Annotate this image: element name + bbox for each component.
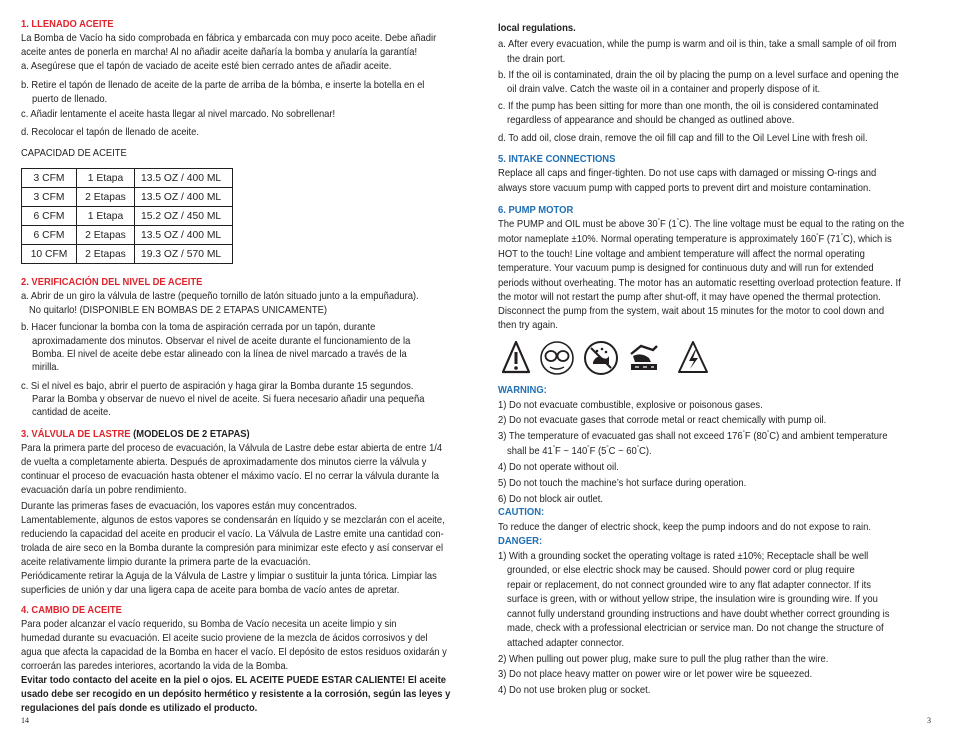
danger-title: DANGER: bbox=[498, 535, 543, 547]
bold-warning-line: usado debe ser recogido en un depósito hermético y resistente a la corrosión, según las leyes y bbox=[21, 689, 451, 700]
paragraph-line bbox=[498, 232, 892, 247]
list-item: 2) Do not evacuate gases that corrode metal or react chemically with pump oil. bbox=[498, 414, 827, 426]
list-item-continued: No quitarlo! (DISPONIBLE EN BOMBAS DE 2 ETAPAS UNICAMENTE) bbox=[29, 305, 328, 316]
paragraph-line: periods without overheating. The motor has an automatic resetting overload protection feature. If bbox=[498, 277, 901, 289]
paragraph-line: trolada de aire seco en la Bomba durante la compresión para minimizar este efecto y así conservar el bbox=[21, 543, 444, 554]
degree-sign: ° bbox=[552, 444, 555, 452]
degree-sign: ° bbox=[636, 444, 640, 452]
paragraph-line: corroerán las paredes interiores, acortando la vida de la Bomba. bbox=[21, 661, 289, 672]
paragraph-line: Durante las primeras fases de evacuación, los vapores están muy concentrados. bbox=[21, 501, 358, 512]
section-title-valvula bbox=[21, 428, 250, 442]
text-run: C), which is bbox=[842, 233, 892, 245]
list-item: 5) Do not touch the machine’s hot surface during operation. bbox=[498, 477, 747, 489]
list-item-continued: puerto de llenado. bbox=[32, 94, 108, 105]
bold-warning-line: Evitar todo contacto del aceite en la piel o ojos. EL ACEITE PUEDE ESTAR CALIENTE! El aceite bbox=[21, 675, 446, 686]
text-run: 3) The temperature of evacuated gas shall not exceed 176 bbox=[498, 430, 743, 442]
page-number-right: 3 bbox=[927, 716, 931, 725]
table-cell: 6 CFM bbox=[22, 226, 77, 245]
table-cell: 2 Etapas bbox=[77, 245, 135, 264]
section-title-suffix: (MODELOS DE 2 ETAPAS) bbox=[130, 429, 250, 440]
section-title-verificacion: 2. VERIFICACIÓN DEL NIVEL DE ACEITE bbox=[21, 277, 203, 288]
section-title-intake: 5. INTAKE CONNECTIONS bbox=[498, 153, 616, 165]
paragraph-line: de vuelta a completamente abierta. Después de aproximadamente dos minutos cierre la válvula y bbox=[21, 457, 427, 468]
paragraph-line: Para la primera parte del proceso de evacuación, la Válvula de Lastre debe estar abierta de entre 1/4 bbox=[21, 443, 443, 454]
paragraph-line bbox=[498, 217, 904, 232]
list-item: 2) When pulling out power plug, make sure to pull the plug rather than the wire. bbox=[498, 653, 829, 665]
table-row bbox=[22, 245, 233, 264]
list-item-continued bbox=[507, 444, 652, 459]
corrosive-icon bbox=[627, 340, 661, 376]
table-cell: 1 Etapa bbox=[77, 207, 135, 226]
table-cell: 13.5 OZ / 400 ML bbox=[135, 188, 233, 207]
list-item: b. Retire el tapón de llenado de aceite de la parte de arriba de la bómba, e inserte la botella en el bbox=[21, 80, 425, 91]
list-item: 1) Do not evacuate combustible, explosive or poisonous gases. bbox=[498, 399, 763, 411]
section-title-cambio: 4. CAMBIO DE ACEITE bbox=[21, 605, 122, 616]
table-cell: 2 Etapas bbox=[77, 226, 135, 245]
table-cell: 13.5 OZ / 400 ML bbox=[135, 169, 233, 188]
table-cell: 3 CFM bbox=[22, 188, 77, 207]
list-item-continued: cantidad de aceite. bbox=[32, 407, 111, 418]
degree-sign: ° bbox=[587, 444, 590, 452]
paragraph-line: continuar el proceso de evacuación hasta obtener el máximo vacío. El no cerrar la válvula durante la bbox=[21, 471, 439, 482]
list-item: 3) Do not place heavy matter on power wire or let power wire be squeezed. bbox=[498, 668, 813, 680]
text-run: F (71 bbox=[818, 233, 841, 245]
text-run: F (1 bbox=[659, 218, 677, 230]
degree-sign: ° bbox=[657, 217, 660, 225]
list-item-continued: repair or replacement, do not connect grounded wire to any flat adapter connector. If its bbox=[507, 579, 872, 591]
text-run: shall be 41 bbox=[507, 445, 553, 457]
degree-sign: ° bbox=[816, 232, 819, 240]
text-run: F (5 bbox=[589, 445, 607, 457]
list-item: b. If the oil is contaminated, drain the oil by placing the pump on a level surface and opening the bbox=[498, 69, 899, 81]
list-item-continued: Bomba. El nivel de aceite debe estar alineado con la línea de nivel marcado a través de la bbox=[32, 349, 407, 360]
table-row bbox=[22, 226, 233, 245]
paragraph-line: local regulations. bbox=[498, 22, 576, 34]
degree-sign: ° bbox=[742, 429, 745, 437]
list-item bbox=[498, 429, 887, 444]
list-item: a. Abrir de un giro la válvula de lastre (pequeño tornillo de latón situado junto a la empuñadura). bbox=[21, 291, 419, 302]
list-item: 4) Do not operate without oil. bbox=[498, 461, 619, 473]
degree-sign: ° bbox=[766, 429, 770, 437]
paragraph-line: the motor will not restart the pump after shut-off, it may have opened the thermal protection. bbox=[498, 291, 881, 303]
list-item-continued: attached adapter connector. bbox=[507, 637, 625, 649]
list-item: c. If the pump has been sitting for more than one month, the oil is considered contaminated bbox=[498, 100, 879, 112]
table-cell: 10 CFM bbox=[22, 245, 77, 264]
list-item-continued: made, check with a professional electrician or service man. Do not change the structure of bbox=[507, 622, 884, 634]
capacity-label: CAPACIDAD DE ACEITE bbox=[21, 148, 127, 159]
list-item: d. Recolocar el tapón de llenado de aceite. bbox=[21, 127, 199, 138]
section-title-llenado: 1. LLENADO ACEITE bbox=[21, 19, 114, 30]
list-item-continued: grounded, or else electric shock may be caused. Should power cord or plug require bbox=[507, 564, 855, 576]
table-cell: 6 CFM bbox=[22, 207, 77, 226]
left-page bbox=[21, 0, 461, 738]
list-item: 1) With a grounding socket the operating voltage is rated ±10%; Receptacle shall be well bbox=[498, 550, 869, 562]
table-cell: 2 Etapas bbox=[77, 188, 135, 207]
safety-goggles-icon bbox=[539, 340, 575, 376]
right-page bbox=[498, 0, 934, 738]
list-item: a. After every evacuation, while the pump is warm and oil is thin, take a small sample of oil from bbox=[498, 38, 897, 50]
page-number-left: 14 bbox=[21, 716, 29, 725]
list-item: 6) Do not block air outlet. bbox=[498, 493, 604, 505]
caution-title: CAUTION: bbox=[498, 506, 545, 518]
text-run: C). bbox=[639, 445, 652, 457]
table-cell: 13.5 OZ / 400 ML bbox=[135, 226, 233, 245]
section-title-motor: 6. PUMP MOTOR bbox=[498, 204, 574, 216]
list-item: c. Añadir lentamente el aceite hasta llegar al nivel marcado. No sobrellenar! bbox=[21, 109, 336, 120]
text-run: The PUMP and OIL must be above 30 bbox=[498, 218, 658, 230]
list-item: 4) Do not use broken plug or socket. bbox=[498, 684, 651, 696]
text-run: C). The line voltage must be equal to the rating on the bbox=[679, 218, 905, 230]
warning-title: WARNING: bbox=[498, 384, 547, 396]
electric-shock-icon bbox=[677, 340, 709, 376]
paragraph-line: To reduce the danger of electric shock, keep the pump indoors and do not expose to rain. bbox=[498, 521, 871, 533]
paragraph-line: aceite relativamente limpio durante la primera parte de la evacuación. bbox=[21, 557, 311, 568]
section-title-text: 3. VÁLVULA DE LASTRE bbox=[21, 429, 131, 440]
table-row bbox=[22, 188, 233, 207]
text-run: motor nameplate ±10%. Normal operating temperature is approximately 160 bbox=[498, 233, 817, 245]
list-item-continued: regardless of appearance and should be changed as outlined above. bbox=[507, 114, 795, 126]
paragraph-line: Lamentablemente, algunos de estos vapores se condensarán en líquido y se mezclarán con el aceite, bbox=[21, 515, 445, 526]
oil-capacity-table bbox=[21, 168, 233, 264]
table-cell: 3 CFM bbox=[22, 169, 77, 188]
paragraph-line: always store vacuum pump with capped ports to prevent dirt and moisture contamination. bbox=[498, 182, 871, 194]
paragraph-line: aceite antes de ponerla en marcha! Al no añadir aceite dañaría la bomba y anularía la garantía! bbox=[21, 47, 418, 58]
no-cleaning-icon bbox=[583, 340, 619, 376]
text-run: F ~ 140 bbox=[554, 445, 588, 457]
paragraph-line: then try again. bbox=[498, 319, 558, 331]
list-item-continued: Parar la Bomba y observar de nuevo el nivel de aceite. Si fuera necesario añadir una pequeña bbox=[32, 394, 425, 405]
table-cell: 15.2 OZ / 450 ML bbox=[135, 207, 233, 226]
paragraph-line: temperature. Your vacuum pump is designed for continuous duty and will run for extended bbox=[498, 262, 874, 274]
list-item: c. Si el nivel es bajo, abrir el puerto de aspiración y haga girar la Bomba durante 15 segundos. bbox=[21, 381, 414, 392]
text-run: C ~ 60 bbox=[608, 445, 637, 457]
list-item-continued: oil drain valve. Catch the waste oil in a container and properly dispose of it. bbox=[507, 83, 821, 95]
degree-sign: ° bbox=[676, 217, 680, 225]
table-row bbox=[22, 169, 233, 188]
paragraph-line: Periódicamente retirar la Aguja de la Válvula de Lastre y limpiar o sustituir la junta tórica. Limpiar las bbox=[21, 571, 437, 582]
paragraph-line: humedad durante su evacuación. El aceite sucio proviene de la mezcla de ácidos corrosivos y del bbox=[21, 633, 428, 644]
list-item-continued: the drain port. bbox=[507, 53, 566, 65]
list-item: a. Asegúrese que el tapón de vaciado de aceite esté bien cerrado antes de añadir aceite. bbox=[21, 61, 392, 72]
paragraph-line: agua que afecta la capacidad de la Bomba en hacer el vacío. El depósito de estos residuos oxidarán y bbox=[21, 647, 447, 658]
degree-sign: ° bbox=[606, 444, 609, 452]
list-item-continued: surface is green, with or without yellow stripe, the insulation wire is grounding wire. If you bbox=[507, 593, 878, 605]
paragraph-line: La Bomba de Vacío ha sido comprobada en fábrica y embarcada con muy poco aceite. Debe añadir bbox=[21, 33, 437, 44]
paragraph-line: Replace all caps and finger-tighten. Do not use caps with damaged or missing O-rings and bbox=[498, 167, 877, 179]
degree-sign: ° bbox=[840, 232, 843, 240]
bold-warning-line: regulaciones del país donde es utilizado el producto. bbox=[21, 703, 258, 714]
text-run: F (80 bbox=[744, 430, 767, 442]
paragraph-line: Para poder alcanzar el vacío requerido, su Bomba de Vacío necesita un aceite limpio y sin bbox=[21, 619, 397, 630]
list-item-continued: mirilla. bbox=[32, 362, 60, 373]
paragraph-line: evacuación daría un pobre rendimiento. bbox=[21, 485, 187, 496]
paragraph-line: HOT to the touch! Line voltage and ambient temperature will affect the normal operating bbox=[498, 248, 865, 260]
list-item: d. To add oil, close drain, remove the oil fill cap and fill to the Oil Level Line with fresh oil. bbox=[498, 132, 868, 144]
warning-triangle-icon bbox=[501, 340, 531, 376]
table-cell: 19.3 OZ / 570 ML bbox=[135, 245, 233, 264]
list-item: b. Hacer funcionar la bomba con la toma de aspiración cerrada por un tapón, durante bbox=[21, 322, 376, 333]
text-run: C) and ambient temperature bbox=[769, 430, 888, 442]
paragraph-line: Disconnect the pump from the system, wait about 15 minutes for the motor to cool down and bbox=[498, 305, 885, 317]
table-row bbox=[22, 207, 233, 226]
table-cell: 1 Etapa bbox=[77, 169, 135, 188]
list-item-continued: aproximadamente dos minutos. Observar el nivel de aceite durante el funcionamiento de la bbox=[32, 336, 411, 347]
list-item-continued: cannot fully understand grounding instructions and have doubt whether correct grounding is bbox=[507, 608, 890, 620]
paragraph-line: superficies de unión y dar una ligera capa de aceite para bomba de vacío antes de apretar. bbox=[21, 585, 400, 596]
paragraph-line: reduciendo la capacidad del aceite en producir el vacío. La Válvula de Lastre emite una cantidad con- bbox=[21, 529, 444, 540]
